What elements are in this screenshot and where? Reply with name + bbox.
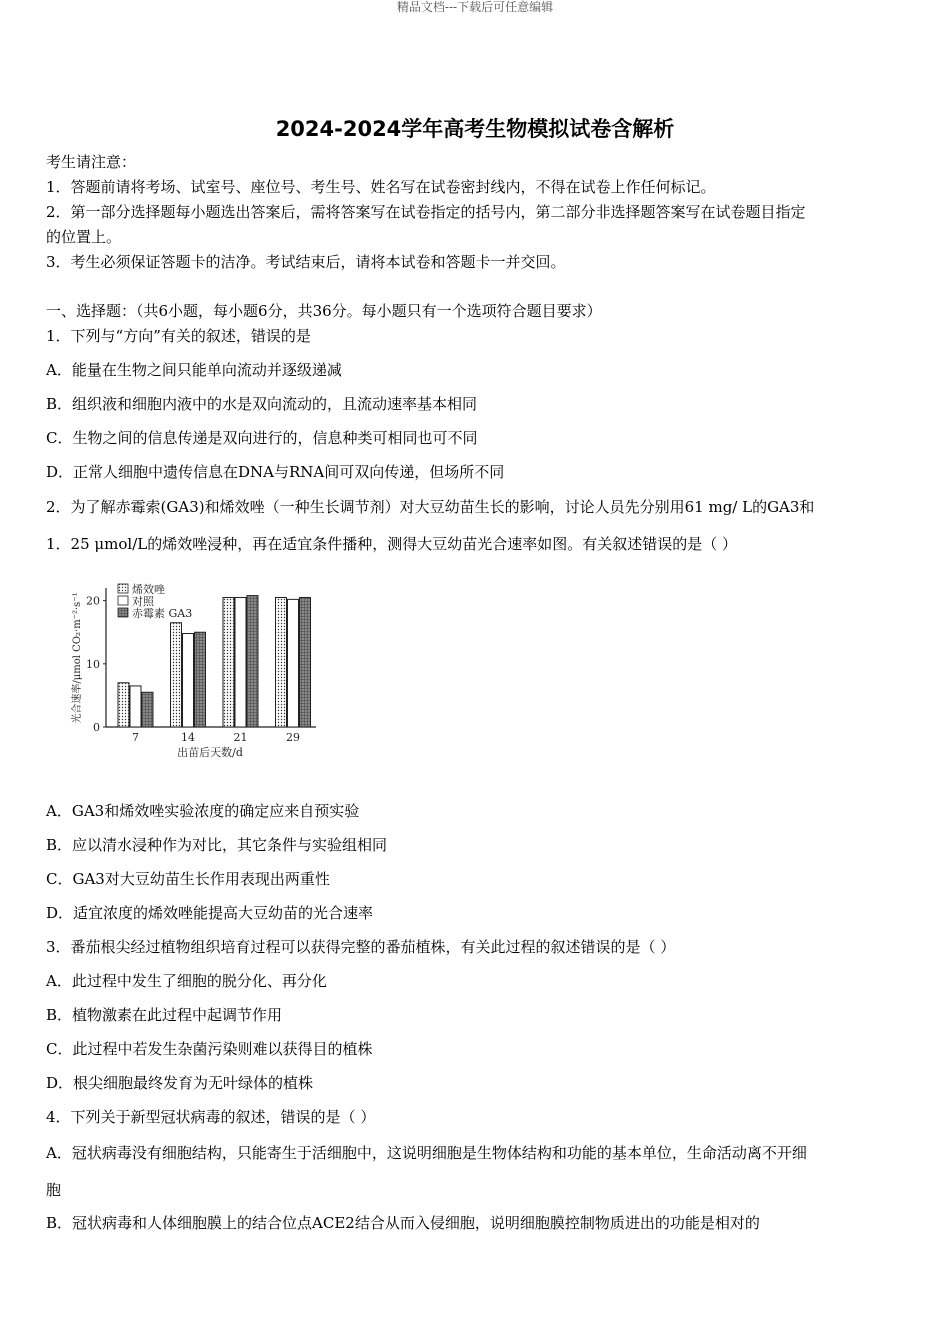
q2-stem-line2: 1．25 μmol/L的烯效唑浸种，再在适宜条件播种，测得大豆幼苗光合速率如图。有关叙述错误的是（ ）: [46, 535, 737, 553]
bar-chart: [64, 574, 324, 770]
legend-label-2: 对照: [132, 595, 154, 608]
legend-label-1: 烯效唑: [132, 583, 165, 596]
x-tick-label: 14: [181, 731, 195, 744]
q1-option-b: B．组织液和细胞内液中的水是双向流动的，且流动速率基本相同: [46, 395, 478, 413]
bar-3-29: [300, 597, 311, 727]
q1-option-a: A．能量在生物之间只能单向流动并逐级递减: [46, 361, 342, 379]
q3-option-a: A．此过程中发生了细胞的脱分化、再分化: [46, 972, 327, 990]
legend-label-3: 赤霉素 GA3: [132, 607, 193, 620]
section-heading: 一、选择题：（共6小题，每小题6分，共36分。每小题只有一个选项符合题目要求）: [46, 302, 602, 320]
q2-option-c: C．GA3对大豆幼苗生长作用表现出两重性: [46, 870, 330, 888]
bar-3-7: [142, 692, 153, 727]
notice-item-1: 1．答题前请将考场、试室号、座位号、考生号、姓名写在试卷密封线内，不得在试卷上作任何标记。: [46, 178, 716, 196]
bar-2-21: [235, 597, 246, 727]
notice-item-3: 3．考生必须保证答题卡的洁净。考试结束后，请将本试卷和答题卡一并交回。: [46, 253, 566, 271]
legend-swatch-2: [118, 596, 128, 605]
q4-option-a-line2: 胞: [46, 1181, 62, 1199]
bar-3-21: [247, 596, 258, 727]
bar-1-14: [171, 623, 182, 727]
bar-1-29: [276, 597, 287, 727]
q2-stem-line1: 2．为了解赤霉索(GA3)和烯效唑（一种生长调节剂）对大豆幼苗生长的影响，讨论人员先分别用61 mg/ L的GA3和: [46, 498, 815, 516]
x-tick-label: 21: [233, 731, 248, 744]
bar-2-29: [288, 599, 299, 727]
y-axis-label: 光合速率/μmol CO₂·m⁻²·s⁻¹: [72, 592, 83, 724]
header-note: 精品文档---下载后可任意编辑: [396, 0, 554, 14]
page-title: 2024-2024学年高考生物模拟试卷含解析: [275, 117, 675, 141]
q1-option-d: D．正常人细胞中遗传信息在DNA与RNA间可双向传递，但场所不同: [46, 463, 505, 481]
q2-option-d: D．适宜浓度的烯效唑能提高大豆幼苗的光合速率: [46, 904, 374, 922]
bar-3-14: [195, 632, 206, 727]
q4-stem: 4．下列关于新型冠状病毒的叙述，错误的是（ ）: [46, 1108, 376, 1126]
legend-swatch-3: [118, 608, 128, 617]
notice-item-2: 2．第一部分选择题每小题选出答案后，需将答案写在试卷指定的括号内，第二部分非选择题答案写在试卷题目指定: [46, 203, 806, 221]
y-tick-label: 0: [93, 721, 100, 734]
q1-option-c: C．生物之间的信息传递是双向进行的，信息种类可相同也可不同: [46, 429, 478, 447]
q3-option-d: D．根尖细胞最终发育为无叶绿体的植株: [46, 1074, 314, 1092]
y-tick-label: 20: [86, 594, 100, 608]
notice-heading: 考生请注意：: [46, 153, 137, 171]
bar-1-21: [223, 597, 234, 727]
bar-2-14: [183, 633, 194, 727]
x-axis-label: 出苗后天数/d: [177, 746, 243, 759]
bar-1-7: [118, 683, 129, 727]
legend-swatch-1: [118, 584, 128, 593]
bar-2-7: [130, 686, 141, 727]
q1-stem: 1．下列与“方向”有关的叙述，错误的是: [46, 327, 311, 345]
q4-option-b: B．冠状病毒和人体细胞膜上的结合位点ACE2结合从而入侵细胞，说明细胞膜控制物质进出的功能是相对的: [46, 1214, 760, 1232]
y-tick-label: 10: [86, 657, 100, 671]
q3-option-b: B．植物激素在此过程中起调节作用: [46, 1006, 283, 1024]
q2-option-a: A．GA3和烯效唑实验浓度的确定应来自预实验: [46, 802, 360, 820]
x-tick-label: 29: [286, 731, 300, 744]
notice-item-2-cont: 的位置上。: [46, 228, 122, 246]
q3-stem: 3．番茄根尖经过植物组织培育过程可以获得完整的番茄植株，有关此过程的叙述错误的是（ ）: [46, 938, 676, 956]
q4-option-a-line1: A．冠状病毒没有细胞结构，只能寄生于活细胞中，这说明细胞是生物体结构和功能的基本单位，生命活动离不开细: [46, 1144, 807, 1162]
q3-option-c: C．此过程中若发生杂菌污染则难以获得目的植株: [46, 1040, 373, 1058]
x-tick-label: 7: [132, 731, 139, 744]
q2-option-b: B．应以清水浸种作为对比，其它条件与实验组相同: [46, 836, 388, 854]
